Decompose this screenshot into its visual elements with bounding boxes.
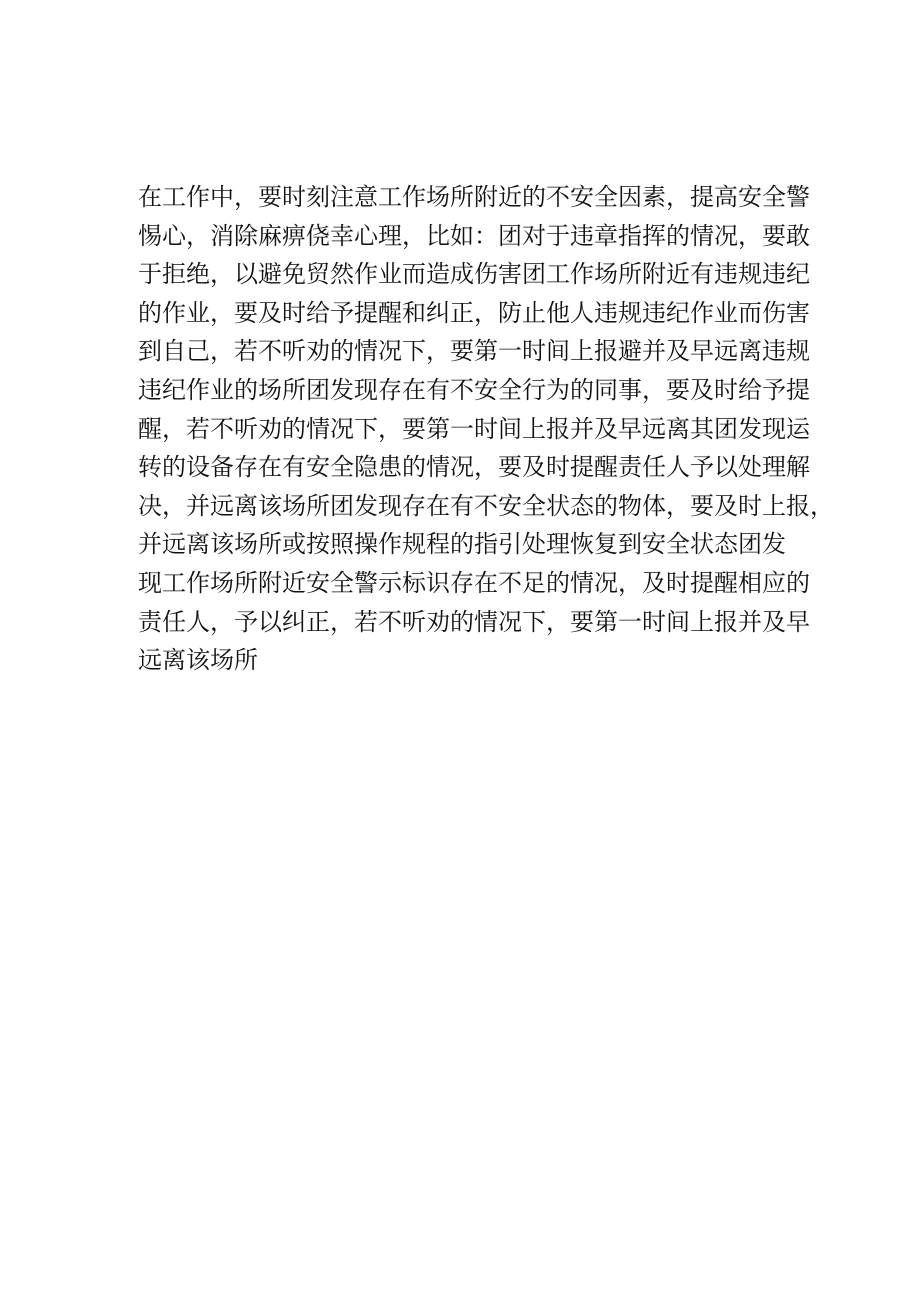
text-line: 转的设备存在有安全隐患的情况，要及时提醒责任人予以处理解 <box>138 453 810 482</box>
text-line: 决，并远离该场所团发现存在有不安全状态的物体，要及时上报， <box>138 491 834 520</box>
body-paragraph <box>138 178 834 680</box>
text-line: 在工作中，要时刻注意工作场所附近的不安全因素，提高安全警 <box>138 183 810 211</box>
text-line: 责任人，予以纠正，若不听劝的情况下，要第一时间上报并及早 <box>138 607 810 636</box>
text-line: 的作业，要及时给予提醒和纠正，防止他人违规违纪作业而伤害 <box>138 298 810 327</box>
text-line: 惕心，消除麻痹侥幸心理，比如：团对于违章指挥的情况，要敢 <box>138 221 810 250</box>
text-line: 醒，若不听劝的情况下，要第一时间上报并及早远离其团发现运 <box>138 414 810 443</box>
text-line: 远离该场所 <box>138 646 258 675</box>
text-line: 现工作场所附近安全警示标识存在不足的情况，及时提醒相应的 <box>138 568 810 597</box>
text-line: 并远离该场所或按照操作规程的指引处理恢复到安全状态团发 <box>138 530 786 559</box>
text-line: 违纪作业的场所团发现存在有不安全行为的同事，要及时给予提 <box>138 375 810 404</box>
text-line: 于拒绝，以避免贸然作业而造成伤害团工作场所附近有违规违纪 <box>138 260 810 289</box>
text-line: 到自己，若不听劝的情况下，要第一时间上报避并及早远离违规 <box>138 337 810 366</box>
